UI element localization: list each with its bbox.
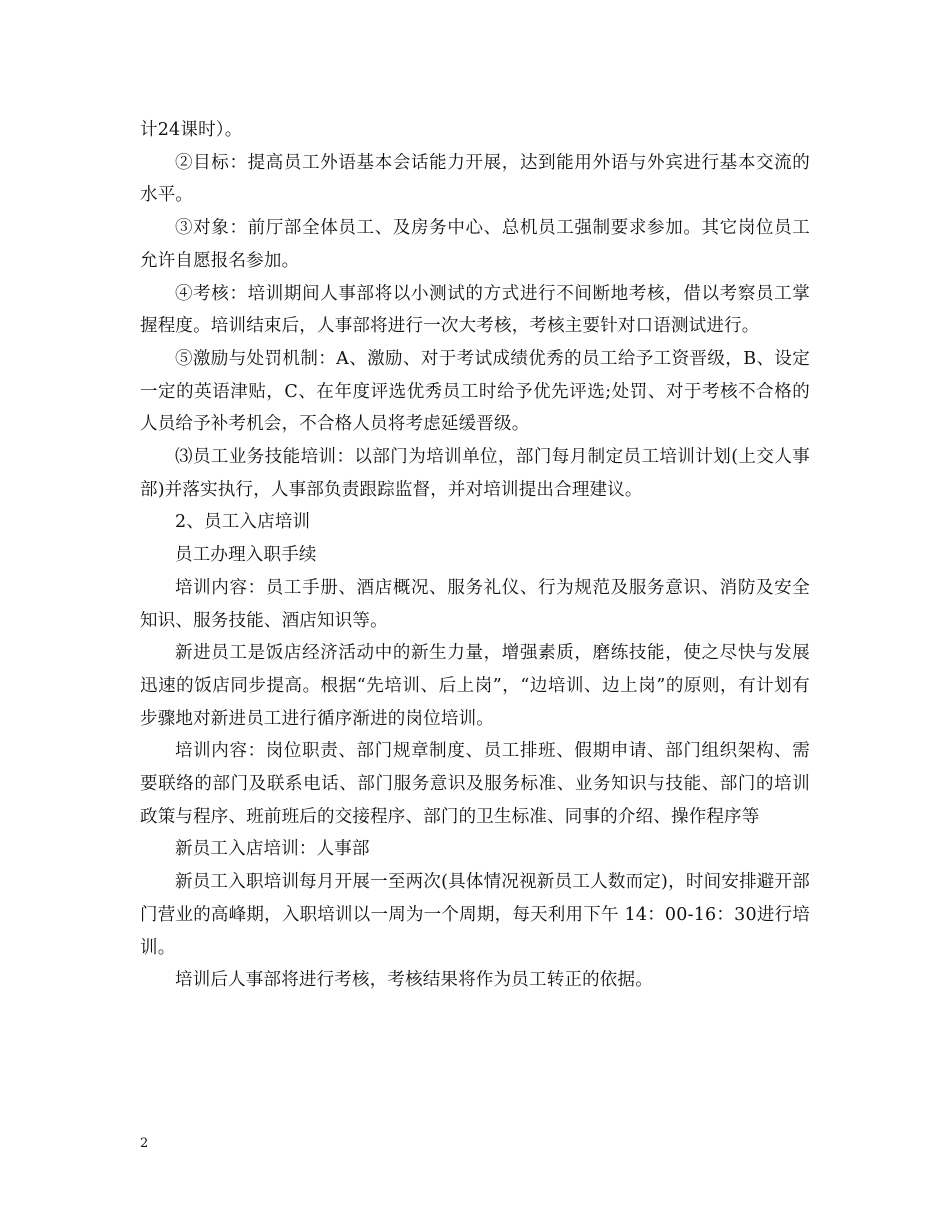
paragraph-5: ⑤激励与处罚机制：A、激励、对于考试成绩优秀的员工给予工资晋级，B、设定一定的英语津贴，C、在年度评选优秀员工时给予优先评选;处罚、对于考核不合格的人员给予补考机会，不合格人员将考虑延缓晋级。 [140,348,810,435]
document-body [140,114,810,997]
paragraph-8: 员工办理入职手续 [175,545,317,566]
paragraph-14: 培训后人事部将进行考核，考核结果将作为员工转正的依据。 [175,970,653,991]
paragraph-6: ⑶员工业务技能培训：以部门为培训单位，部门每月制定员工培训计划(上交人事部)并落实执行，人事部负责跟踪监督，并对培训提出合理建议。 [140,447,810,500]
paragraph-3: ③对象：前厅部全体员工、及房务中心、总机员工强制要求参加。其它岗位员工允许自愿报名参加。 [140,218,810,271]
paragraph-11: 培训内容：岗位职责、部门规章制度、员工排班、假期申请、部门组织架构、需要联络的部门及联系电话、部门服务意识及服务标准、业务知识与技能、部门的培训政策与程序、班前班后的交接程序、部门的卫生标准、同事的介绍、操作程序等 [140,741,810,827]
section-heading: 2、员工入店培训 [175,512,311,533]
paragraph-13: 新员工入职培训每月开展一至两次(具体情况视新员工人数而定)，时间安排避开部门营业的高峰期，入职培训以一周为一个周期，每天利用下午 14：00-16：30进行培训。 [140,872,810,958]
paragraph-2: ②目标：提高员工外语基本会话能力开展，达到能用外语与外宾进行基本交流的水平。 [140,152,810,206]
paragraph-4: ④考核：培训期间人事部将以小测试的方式进行不间断地考核，借以考察员工掌握程度。培训结束后，人事部将进行一次大考核，考核主要针对口语测试进行。 [140,283,810,337]
page-number: 2 [140,1136,149,1151]
paragraph-9: 培训内容：员工手册、酒店概况、服务礼仪、行为规范及服务意识、消防及安全知识、服务技能、酒店知识等。 [140,577,810,631]
paragraph-12: 新员工入店培训：人事部 [175,839,370,860]
paragraph-10: 新进员工是饭店经济活动中的新生力量，增强素质，磨练技能，使之尽快与发展迅速的饭店同步提高。根据“先培训、后上岗”，“边培训、边上岗”的原则，有计划有步骤地对新进员工进行循序渐进的岗位培训。 [140,643,810,729]
paragraph-1: 计24课时）。 [140,120,243,140]
